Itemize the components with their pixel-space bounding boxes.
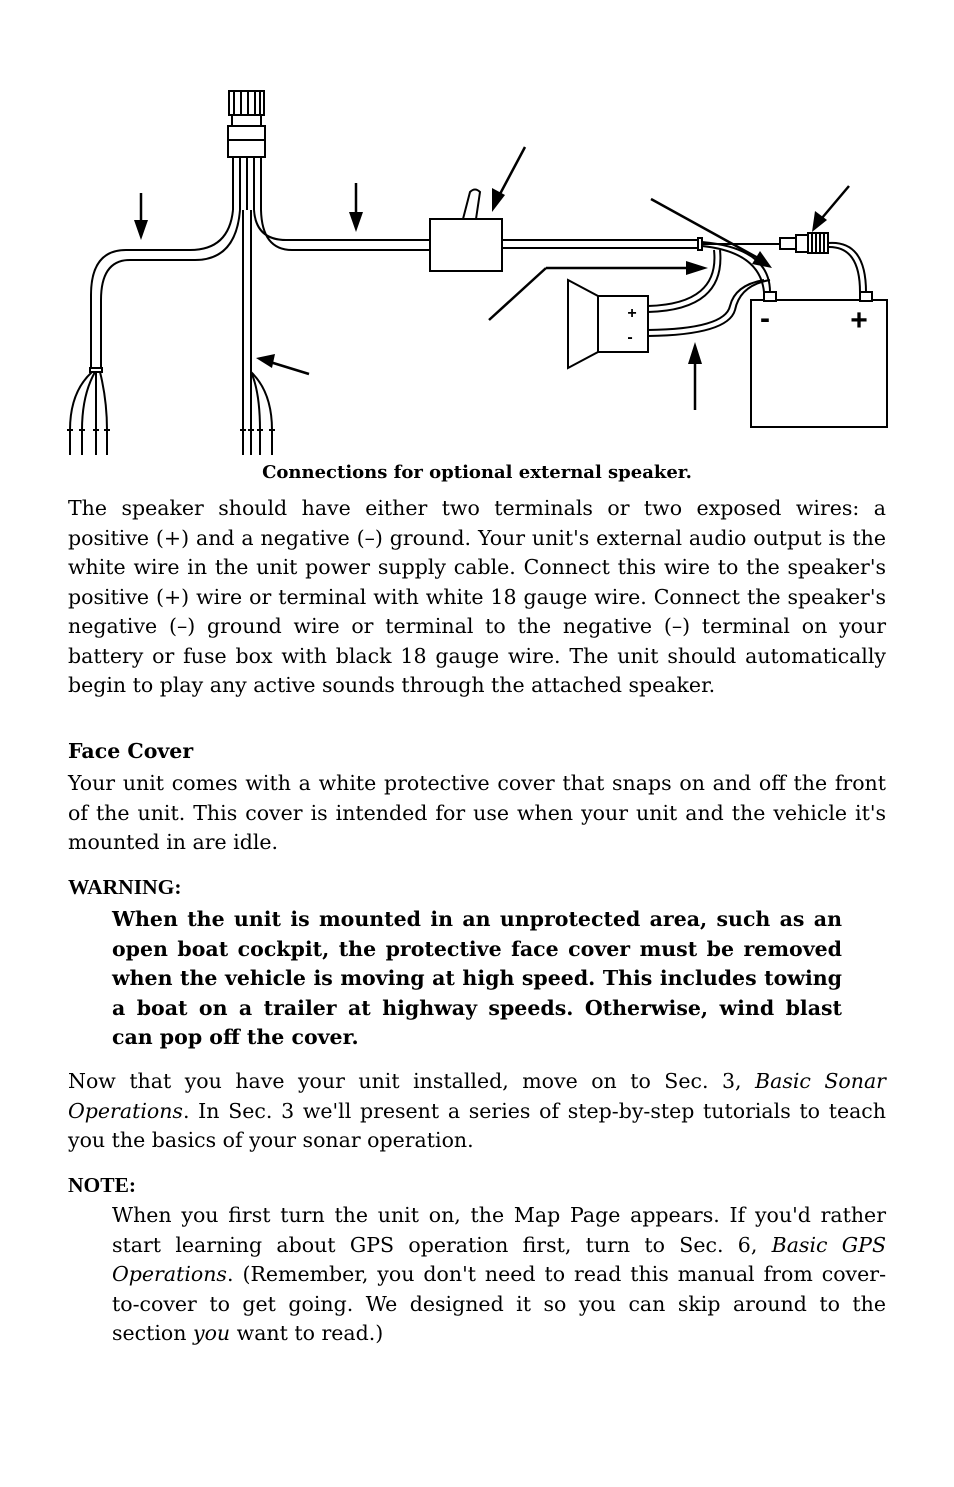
- speaker-plus-label: +: [627, 305, 637, 322]
- note-text-1: When you first turn the unit on, the Map Page appears. If you'd rather start learning about GPS operation first, turn to Sec. 6,: [112, 1203, 886, 1257]
- note-text-3: want to read.): [230, 1321, 384, 1345]
- next-steps-text-1: Now that you have your unit installed, move on to Sec. 3,: [68, 1069, 756, 1093]
- left-wire-ends: [67, 372, 110, 455]
- next-steps-text-2: . In Sec. 3 we'll present a series of step-by-step tutorials to teach you the basics of your sonar operation.: [68, 1098, 886, 1152]
- note-text-2: . (Remember, you don't need to read this manual from cover-to-cover to get going. We designed it so you can skip around to the section: [112, 1262, 886, 1345]
- face-cover-heading: Face Cover: [68, 739, 194, 763]
- switch-box: [430, 190, 502, 272]
- figure-caption: Connections for optional external speaker.: [262, 462, 692, 483]
- wiring-diagram: [0, 0, 954, 462]
- callout-arrows: [134, 147, 849, 410]
- sonar-section-title: Basic Sonar Operations: [68, 1069, 886, 1123]
- power-cable-wires: [90, 157, 430, 372]
- gps-section-title: Basic GPS Operations: [112, 1232, 887, 1286]
- speaker-minus-label: -: [627, 329, 633, 346]
- inline-fuse-holder: [780, 233, 866, 292]
- note-label: NOTE:: [68, 1173, 137, 1197]
- note-body: [112, 1201, 886, 1349]
- face-cover-paragraph: Your unit comes with a white protective cover that snaps on and off the front of the unit. This cover is intended for use when your unit and the vehicle it's mounted in are idle.: [68, 771, 886, 854]
- next-steps-paragraph: [68, 1067, 886, 1156]
- speaker-instructions-paragraph: The speaker should have either two terminals or two exposed wires: a positive (+) and a negative (–) ground. Your unit's external audio output is the white wire in the unit power supply cable. Connect this wire to the speaker's positive (+) wire or terminal with white 18 gauge wire. Connect the speaker's negative (–) ground wire or terminal to the negative (–) terminal on your battery or fuse box with black 18 gauge wire. The unit should automatically begin to play any active sounds through the attached speaker.: [68, 496, 886, 697]
- speaker: [568, 280, 648, 368]
- note-emphasis-you: you: [193, 1321, 231, 1345]
- warning-body: When the unit is mounted in an unprotected area, such as an open boat cockpit, the protective face cover must be removed when the vehicle is moving at high speed. This includes towing a boat on a trailer at highway speeds. Otherwise, wind blast can pop off the cover.: [112, 907, 842, 1049]
- battery-minus-label: -: [760, 302, 770, 335]
- middle-wire-ends: [240, 372, 275, 455]
- power-cable-connector: [228, 91, 265, 157]
- battery-plus-label: +: [850, 304, 868, 337]
- warning-label: WARNING:: [68, 875, 182, 899]
